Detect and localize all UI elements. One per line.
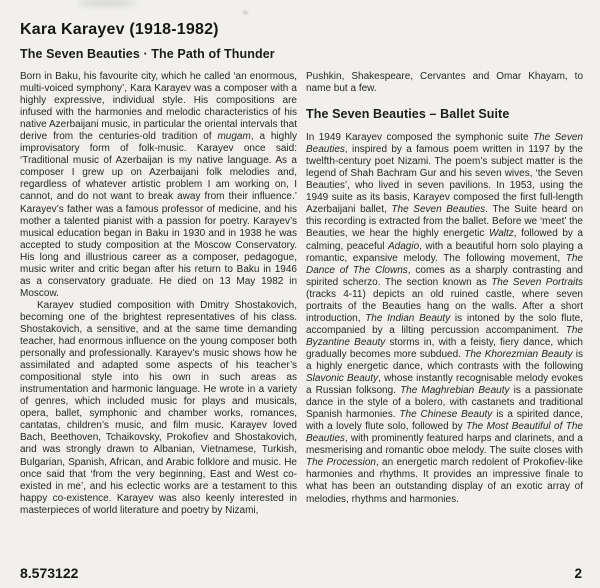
- catalog-number: 8.573122: [20, 565, 79, 581]
- right-column: [306, 71, 583, 517]
- left-column: [20, 71, 297, 517]
- paragraph: Karayev studied composition with Dmitry Shostakovich, becoming one of the brightest representatives of his class. Shostakovich, a sensitive, and at the same time demanding teacher, had enormous influence on the young composer both personally and professionally. Karayev’s music shows how he assimilated and adapted some aspects of his teacher’s compositional style into his own in such areas as instrumentation and harmonic language. He wrote in a variety of genres, which included music for plays and musicals, opera, ballet, symphonic and chamber works, romances, cantatas, children’s music, and film music. Karayev loved Bach, Beethoven, Tchaikovsky, Prokofiev and Shostakovich, and was strongly drawn to Albanian, Vietnamese, Turkish, Bulgarian, Spanish, African, and Arabic folklore and music. He once said that ‘from the very beginning, East and West co-existed in me’, and his eclectic works are a testament to this happy co-existence. Karayev was also keenly interested in masterpieces of world literature and poetry by Nizami,: [20, 299, 297, 516]
- text-columns: [20, 71, 583, 517]
- paragraph: Born in Baku, his favourite city, which he called ‘an enormous, multi-voiced symphony’, Kara Karayev was a composer with a highly expressive, individual style. His compositions are infused with the harmonies and melodic characteristics of his native Azerbaijani music, in particular the oriental intervals that derive from the centuries-old tradition of mugam, a highly improvisatory form of folk-music. Karayev once said: ‘Traditional music of Azerbaijan is my native language. As a composer I grew up on Azerbaijani folk melodies and, regardless of whatever artistic problem I am working on, I cannot, and do not want to break away from their influence.’ Karayev’s father was a famous professor of medicine, and his mother a talented pianist with a passion for poetry. Karayev’s musical education began in Baku in 1930 and in 1938 he was accepted to study composition at the Moscow Conservatory. His long and illustrious career as a composer, pedagogue, music writer and critic began after his return to Baku in 1946 as a conservatory graduate. He died on 13 May 1982 in Moscow.: [20, 71, 297, 299]
- page-footer: [20, 565, 582, 581]
- paragraph: In 1949 Karayev composed the symphonic suite The Seven Beauties, inspired by a famous poem written in 1197 by the twelfth-century poet Nizami. The poem’s subject matter is the legend of Shah Bachram Gur and his seven wives, ‘the Seven Beauties’, who lived in seven pavilions. In 1953, using the 1949 suite as its basis, Karayev composed the first full-length Azerbaijani ballet, The Seven Beauties. The Suite heard on this recording is extracted from the ballet. Before we ‘meet’ the Beauties, we hear the highly energetic Waltz, followed by a calming, peaceful Adagio, with a beautiful horn solo playing a romantic, expansive melody. The following movement, The Dance of The Clowns, comes as a sharply contrasting and spirited scherzo. The section known as The Seven Portraits (tracks 4-11) depicts an old ruined castle, where seven portraits of the Beauties hang on the walls. After a short introduction, The Indian Beauty is intoned by the solo flute, accompanied by a lilting percussion accompaniment. The Byzantine Beauty storms in, with a feisty, fiery dance, which gradually becomes more subdued. The Khorezmian Beauty is a highly energetic dance, which contrasts with the following Slavonic Beauty, whose instantly recognisable melody evokes a Russian folksong. The Maghrebian Beauty is a passionate dance in the style of a bolero, with castanets and traditional Spanish harmonies. The Chinese Beauty is a spirited dance, with a lovely flute solo, followed by The Most Beautiful of The Beauties, with prominently featured harps and clarinets, and a mesmerising and romantic oboe melody. The suite closes with The Procession, an energetic march redolent of Prokofiev-like harmonies and rhythms. It provides an impressive finale to what has been an outstanding display of an exotic array of melodies, rhythms and harmonies.: [306, 132, 584, 505]
- page-title: Kara Karayev (1918-1982): [20, 21, 219, 38]
- page-subtitle: The Seven Beauties · The Path of Thunder: [20, 47, 275, 61]
- scan-smudge: [78, 0, 136, 6]
- section-heading: The Seven Beauties – Ballet Suite: [306, 107, 510, 122]
- scan-speck: [243, 11, 248, 14]
- page-number: 2: [574, 566, 582, 581]
- paragraph: Pushkin, Shakespeare, Cervantes and Omar Khayam, to name but a few.: [306, 71, 583, 95]
